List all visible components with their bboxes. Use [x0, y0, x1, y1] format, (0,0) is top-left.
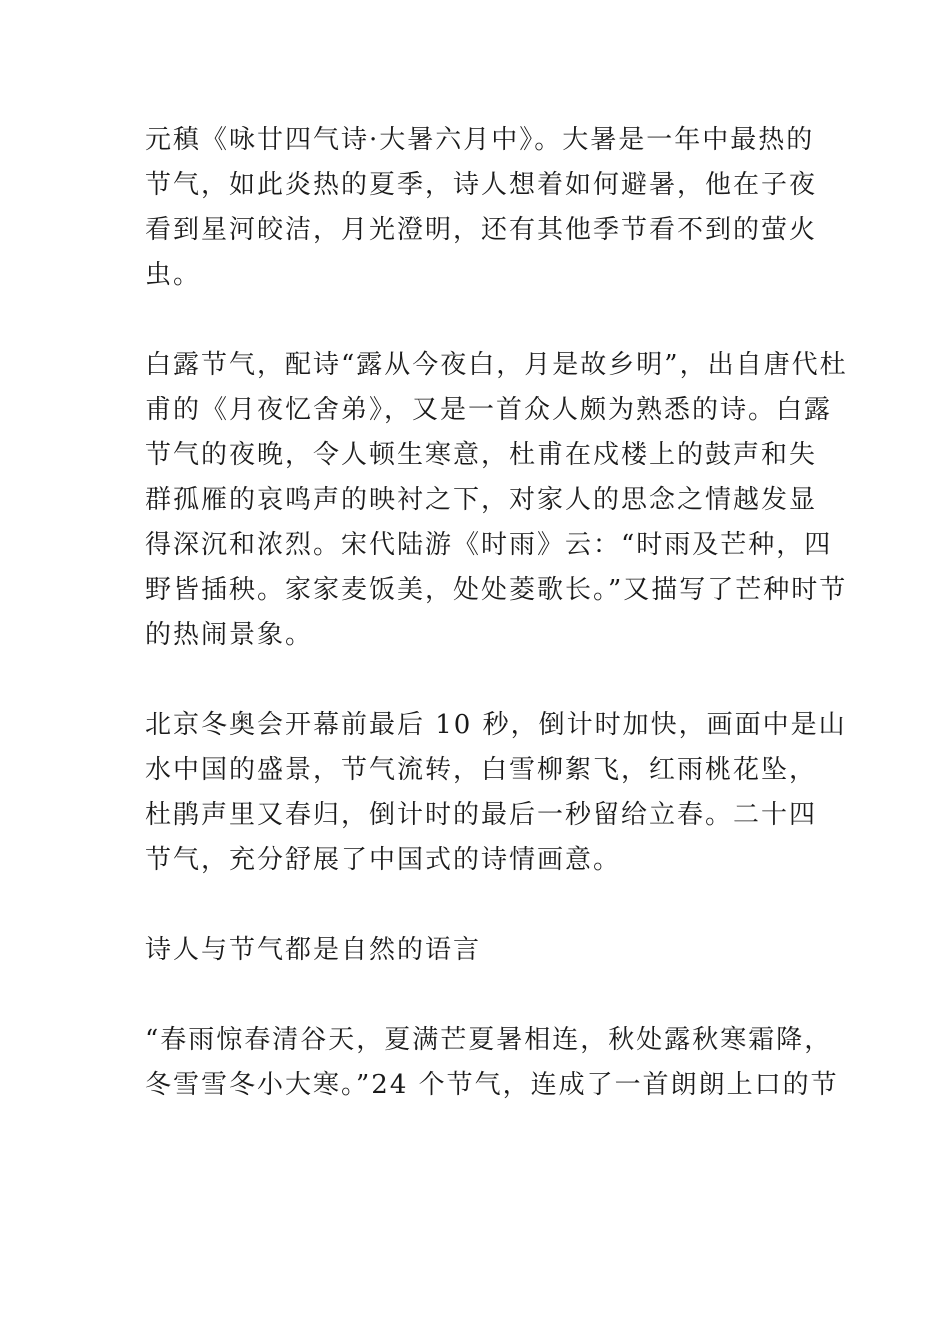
text-line: 北京冬奥会开幕前最后 10 秒，倒计时加快，画面中是山	[145, 710, 847, 740]
document-body	[145, 118, 848, 1153]
text-line: 看到星河皎洁，月光澄明，还有其他季节看不到的萤火	[145, 215, 818, 245]
text-line: 元稹《咏廿四气诗·大暑六月中》。大暑是一年中最热的	[145, 125, 815, 155]
heading-text: 诗人与节气都是自然的语言	[145, 935, 482, 965]
text-line: 冬雪雪冬小大寒。”24 个节气，连成了一首朗朗上口的节	[145, 1070, 839, 1100]
paragraph-solar-terms-song	[145, 1018, 839, 1108]
text-line: 虫。	[145, 260, 202, 290]
text-line: 杜鹃声里又春归，倒计时的最后一秒留给立春。二十四	[145, 800, 818, 830]
text-line: 节气，如此炎热的夏季，诗人想着如何避暑，他在子夜	[145, 170, 818, 200]
text-line: 的热闹景象。	[145, 620, 314, 650]
section-heading	[145, 928, 817, 973]
text-line: “春雨惊春清谷天，夏满芒夏暑相连，秋处露秋寒霜降，	[145, 1025, 833, 1055]
paragraph-bailu	[145, 343, 848, 658]
paragraph-winter-olympics	[145, 703, 847, 883]
text-line: 得深沉和浓烈。宋代陆游《时雨》云：“时雨及芒种，四	[145, 530, 833, 560]
text-line: 野皆插秧。家家麦饭美，处处菱歌长。”又描写了芒种时节	[145, 575, 848, 605]
text-line: 节气的夜晚，令人顿生寒意，杜甫在戍楼上的鼓声和失	[145, 440, 818, 470]
text-line: 甫的《月夜忆舍弟》，又是一首众人颇为熟悉的诗。白露	[145, 395, 833, 425]
text-line: 节气，充分舒展了中国式的诗情画意。	[145, 845, 622, 875]
text-line: 群孤雁的哀鸣声的映衬之下，对家人的思念之情越发显	[145, 485, 818, 515]
text-line: 白露节气，配诗“露从今夜白，月是故乡明”，出自唐代杜	[145, 350, 848, 380]
text-line: 水中国的盛景，节气流转，白雪柳絮飞，红雨桃花坠，	[145, 755, 818, 785]
paragraph-dashu	[145, 118, 817, 298]
